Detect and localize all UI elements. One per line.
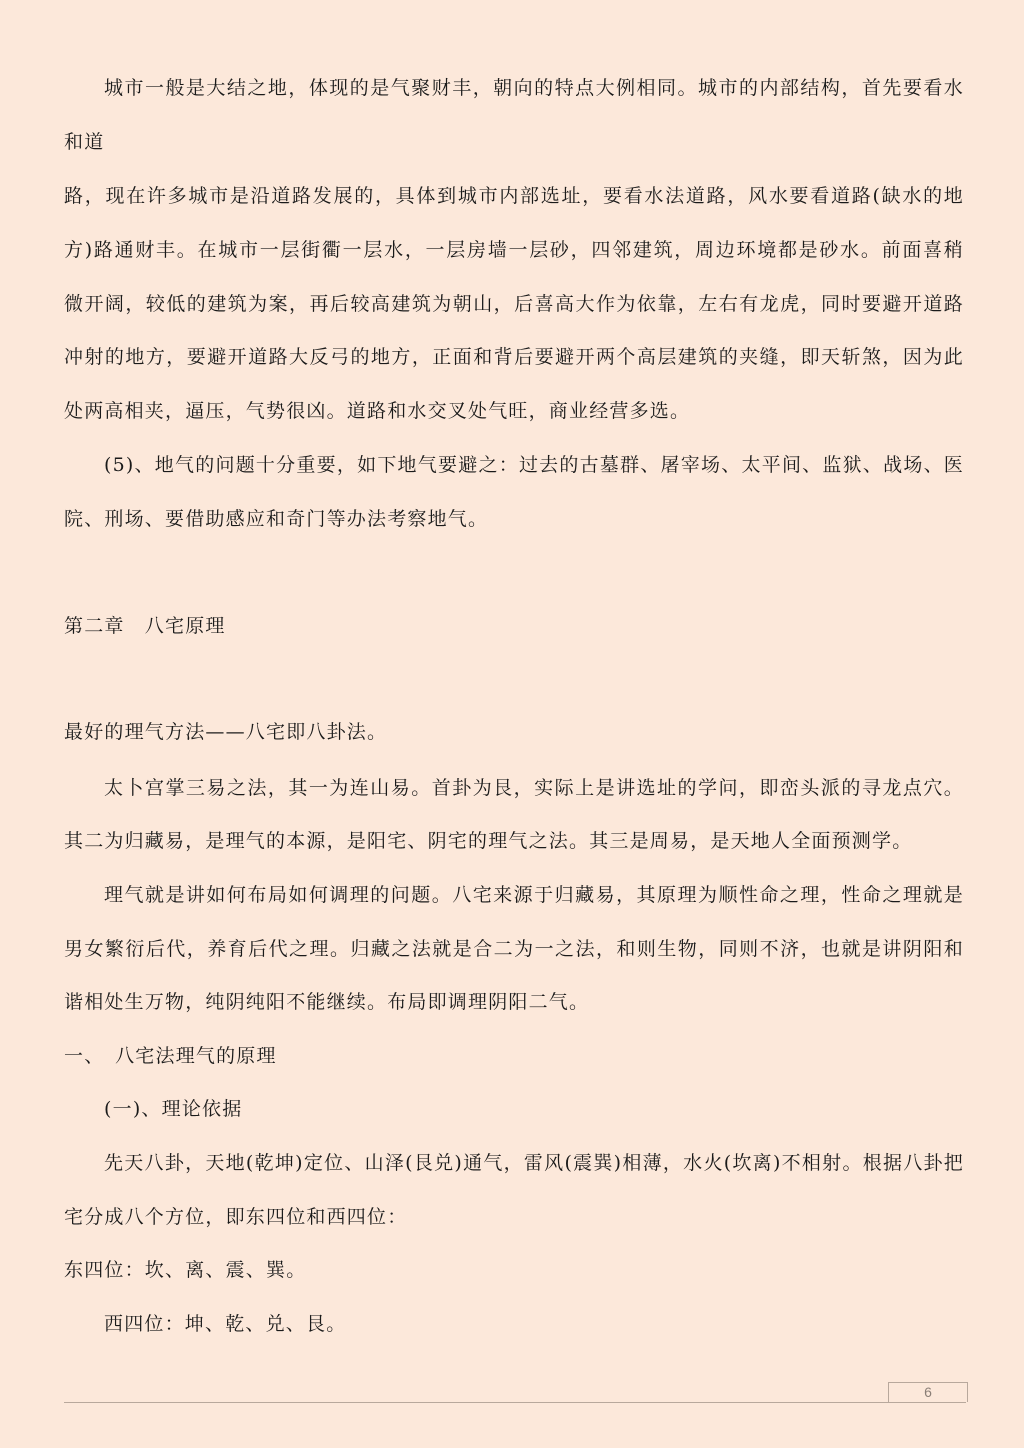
paragraph-line: 和道	[64, 131, 105, 153]
paragraph-line: 理气就是讲如何布局如何调理的问题。八宅来源于归藏易，其原理为顺性命之理，性命之理就是	[104, 884, 964, 906]
paragraph-line: 方)路通财丰。在城市一层街衢一层水，一层房墙一层砂，四邻建筑，周边环境都是砂水。前面喜稍	[64, 239, 964, 261]
paragraph-line: 男女繁衍后代，养育后代之理。归藏之法就是合二为一之法，和则生物，同则不济，也就是讲阴阳和	[64, 938, 964, 960]
paragraph-line: 谐相处生万物，纯阴纯阳不能继续。布局即调理阴阳二气。	[64, 991, 590, 1013]
subsection-heading: (一)、理论依据	[104, 1098, 243, 1120]
paragraph-line: 最好的理气方法——八宅即八卦法。	[64, 721, 388, 743]
paragraph-line: 处两高相夹，逼压，气势很凶。道路和水交叉处气旺，商业经营多选。	[64, 400, 691, 422]
paragraph-line: 路，现在许多城市是沿道路发展的，具体到城市内部选址，要看水法道路，风水要看道路(缺水的地	[64, 185, 964, 207]
paragraph-line: 东四位：坎、离、震、巽。	[64, 1259, 307, 1281]
paragraph-line: 先天八卦，天地(乾坤)定位、山泽(艮兑)通气，雷风(震巽)相薄，水火(坎离)不相射。根据八卦把	[104, 1152, 964, 1174]
chapter-heading: 第二章 八宅原理	[64, 615, 226, 637]
paragraph-line: 微开阔，较低的建筑为案，再后较高建筑为朝山，后喜高大作为依靠，左右有龙虎，同时要避开道路	[64, 293, 964, 315]
paragraph-line: (5)、地气的问题十分重要，如下地气要避之：过去的古墓群、屠宰场、太平间、监狱、战场、医	[104, 454, 964, 476]
paragraph-line: 太卜宫掌三易之法，其一为连山易。首卦为艮，实际上是讲选址的学问，即峦头派的寻龙点穴。	[104, 777, 964, 799]
paragraph-line: 院、刑场、要借助感应和奇门等办法考察地气。	[64, 508, 489, 530]
paragraph-line: 城市一般是大结之地，体现的是气聚财丰，朝向的特点大例相同。城市的内部结构，首先要看水	[104, 77, 964, 99]
page-number: 6	[924, 1384, 932, 1400]
paragraph-line: 西四位：坤、乾、兑、艮。	[104, 1313, 347, 1335]
paragraph-line: 其二为归藏易，是理气的本源，是阳宅、阴宅的理气之法。其三是周易，是天地人全面预测学。	[64, 830, 913, 852]
section-heading: 一、 八宅法理气的原理	[64, 1045, 277, 1067]
paragraph-line: 冲射的地方，要避开道路大反弓的地方，正面和背后要避开两个高层建筑的夹缝，即天斩煞，因为此	[64, 346, 964, 368]
footer-rule	[64, 1402, 966, 1403]
paragraph-line: 宅分成八个方位，即东四位和西四位：	[64, 1206, 408, 1228]
